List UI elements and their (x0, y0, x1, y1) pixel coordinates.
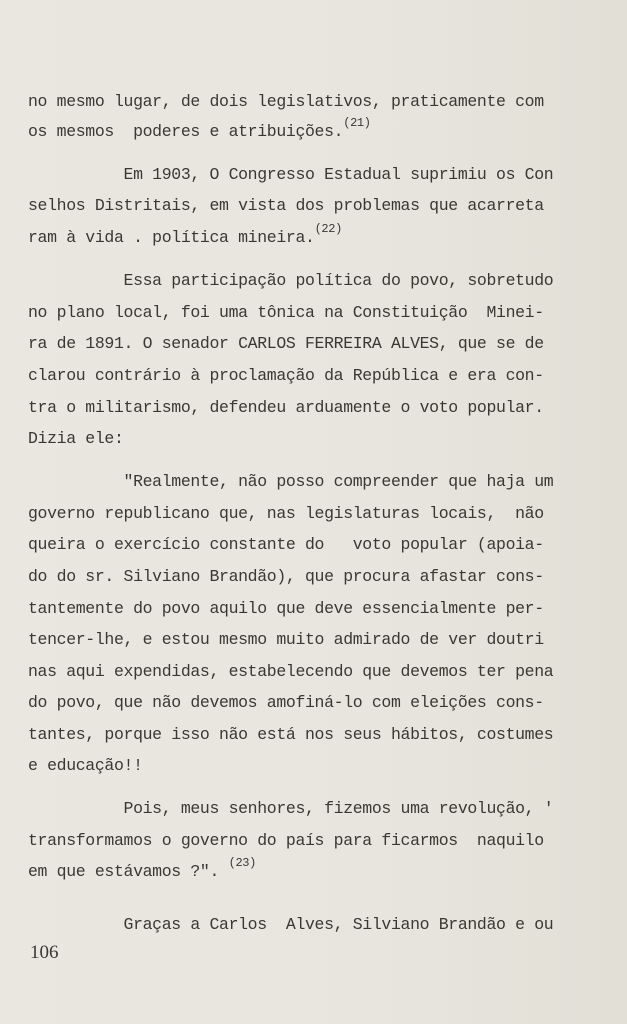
text-line: transformamos o governo do país para ficarmos naquilo (28, 831, 544, 850)
text-line: no plano local, foi uma tônica na Constituição Minei- (28, 303, 544, 322)
text-line (28, 116, 371, 143)
footnote-ref: (22) (314, 222, 342, 236)
text-line: selhos Distritais, em vista dos problemas que acarreta (28, 196, 544, 215)
page-number: 106 (30, 942, 59, 963)
text-line-content: os mesmos poderes e atribuições. (28, 122, 344, 141)
text-line: Essa participação política do povo, sobretudo (28, 271, 554, 290)
text-line (28, 856, 257, 883)
text-line: clarou contrário à proclamação da República e era con- (28, 366, 544, 385)
text-line: Em 1903, O Congresso Estadual suprimiu os Con (28, 165, 554, 184)
text-line: no mesmo lugar, de dois legislativos, praticamente com (28, 92, 544, 111)
text-line: Dizia ele: (28, 429, 124, 448)
text-line: "Realmente, não posso compreender que haja um (28, 472, 554, 491)
text-line: e educação!! (28, 756, 143, 775)
text-line: Pois, meus senhores, fizemos uma revolução, ' (28, 799, 554, 818)
text-line: nas aqui expendidas, estabelecendo que devemos ter pena (28, 662, 554, 681)
footnote-ref: (21) (343, 116, 371, 130)
text-line: queira o exercício constante do voto popular (apoia- (28, 535, 544, 554)
text-line: tantemente do povo aquilo que deve essencialmente per- (28, 599, 544, 618)
text-line: do do sr. Silviano Brandão), que procura afastar cons- (28, 567, 544, 586)
text-line: tencer-lhe, e estou mesmo muito admirado de ver doutri (28, 630, 544, 649)
text-line: tantes, porque isso não está nos seus hábitos, costumes (28, 725, 554, 744)
text-line: governo republicano que, nas legislaturas locais, não (28, 504, 544, 523)
text-line-content: em que estávamos ?". (28, 862, 220, 881)
text-line-content: ram à vida . política mineira. (28, 228, 315, 247)
text-line: Graças a Carlos Alves, Silviano Brandão e ou (28, 915, 554, 934)
text-line: do povo, que não devemos amofiná-lo com eleições cons- (28, 693, 544, 712)
text-line: ra de 1891. O senador CARLOS FERREIRA ALVES, que se de (28, 334, 544, 353)
text-line (28, 222, 342, 249)
footnote-ref: (23) (228, 856, 257, 870)
text-line: tra o militarismo, defendeu arduamente o voto popular. (28, 398, 544, 417)
